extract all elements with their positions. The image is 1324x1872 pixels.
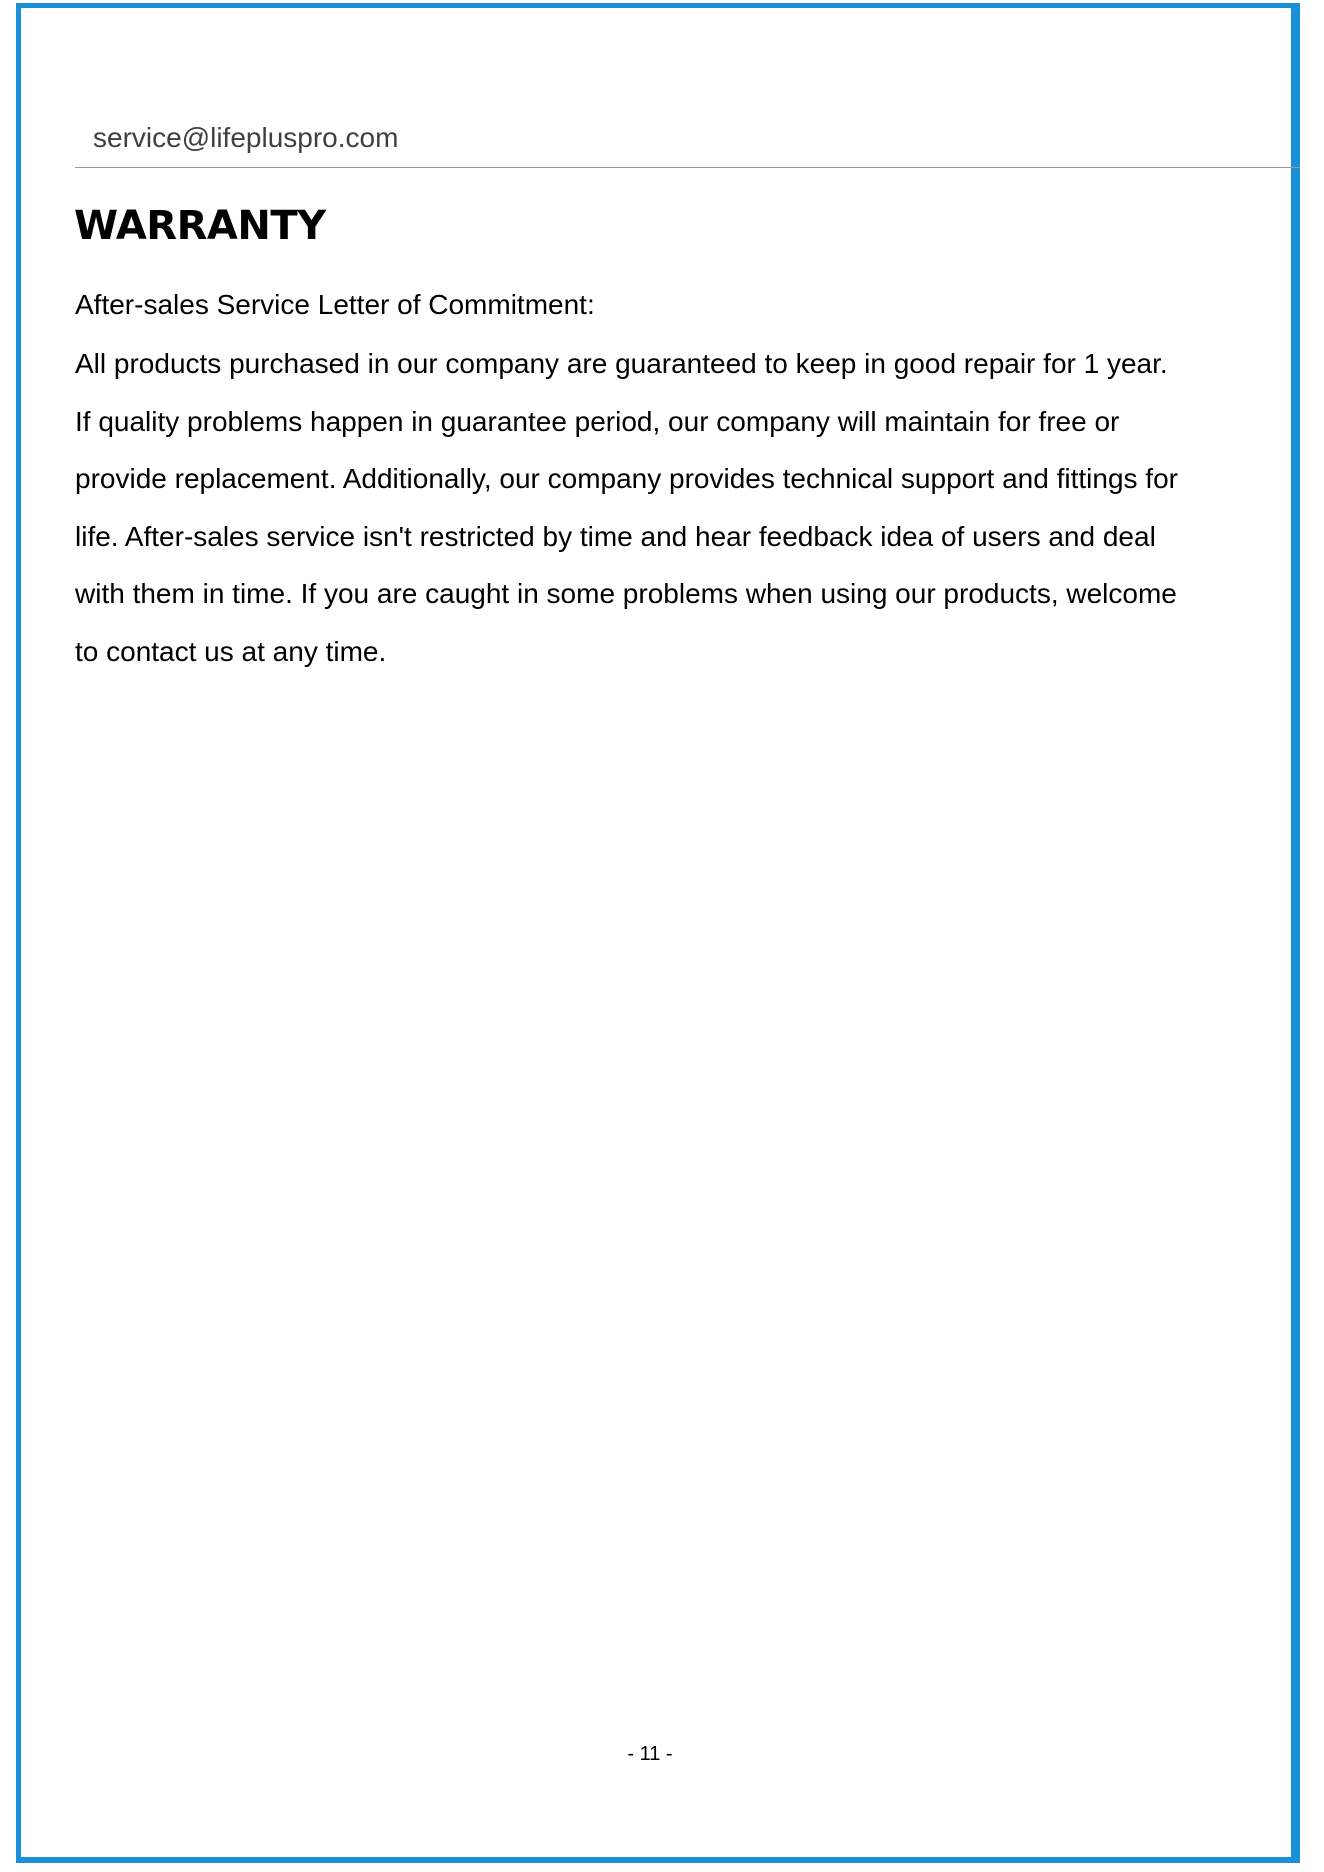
header-divider — [75, 167, 1300, 168]
body-line: All products purchased in our company are guaranteed to keep in good repair for 1 year. — [75, 348, 1168, 379]
header-email: service@lifepluspro.com — [93, 122, 399, 153]
page-border — [16, 3, 1300, 1863]
page-title: WARRANTY — [74, 203, 326, 249]
page-number: - 11 - — [627, 1743, 673, 1765]
body-line: with them in time. If you are caught in some problems when using our products, welcome — [75, 578, 1177, 609]
warranty-body — [75, 348, 1178, 693]
body-line: to contact us at any time. — [75, 635, 387, 667]
warranty-subheading: After-sales Service Letter of Commitment: — [75, 289, 595, 320]
body-line: life. After-sales service isn't restricted by time and hear feedback idea of users and deal — [75, 520, 1156, 552]
body-line: provide replacement. Additionally, our company provides technical support and fittings for — [75, 463, 1178, 494]
body-line: If quality problems happen in guarantee period, our company will maintain for free or — [75, 405, 1120, 437]
